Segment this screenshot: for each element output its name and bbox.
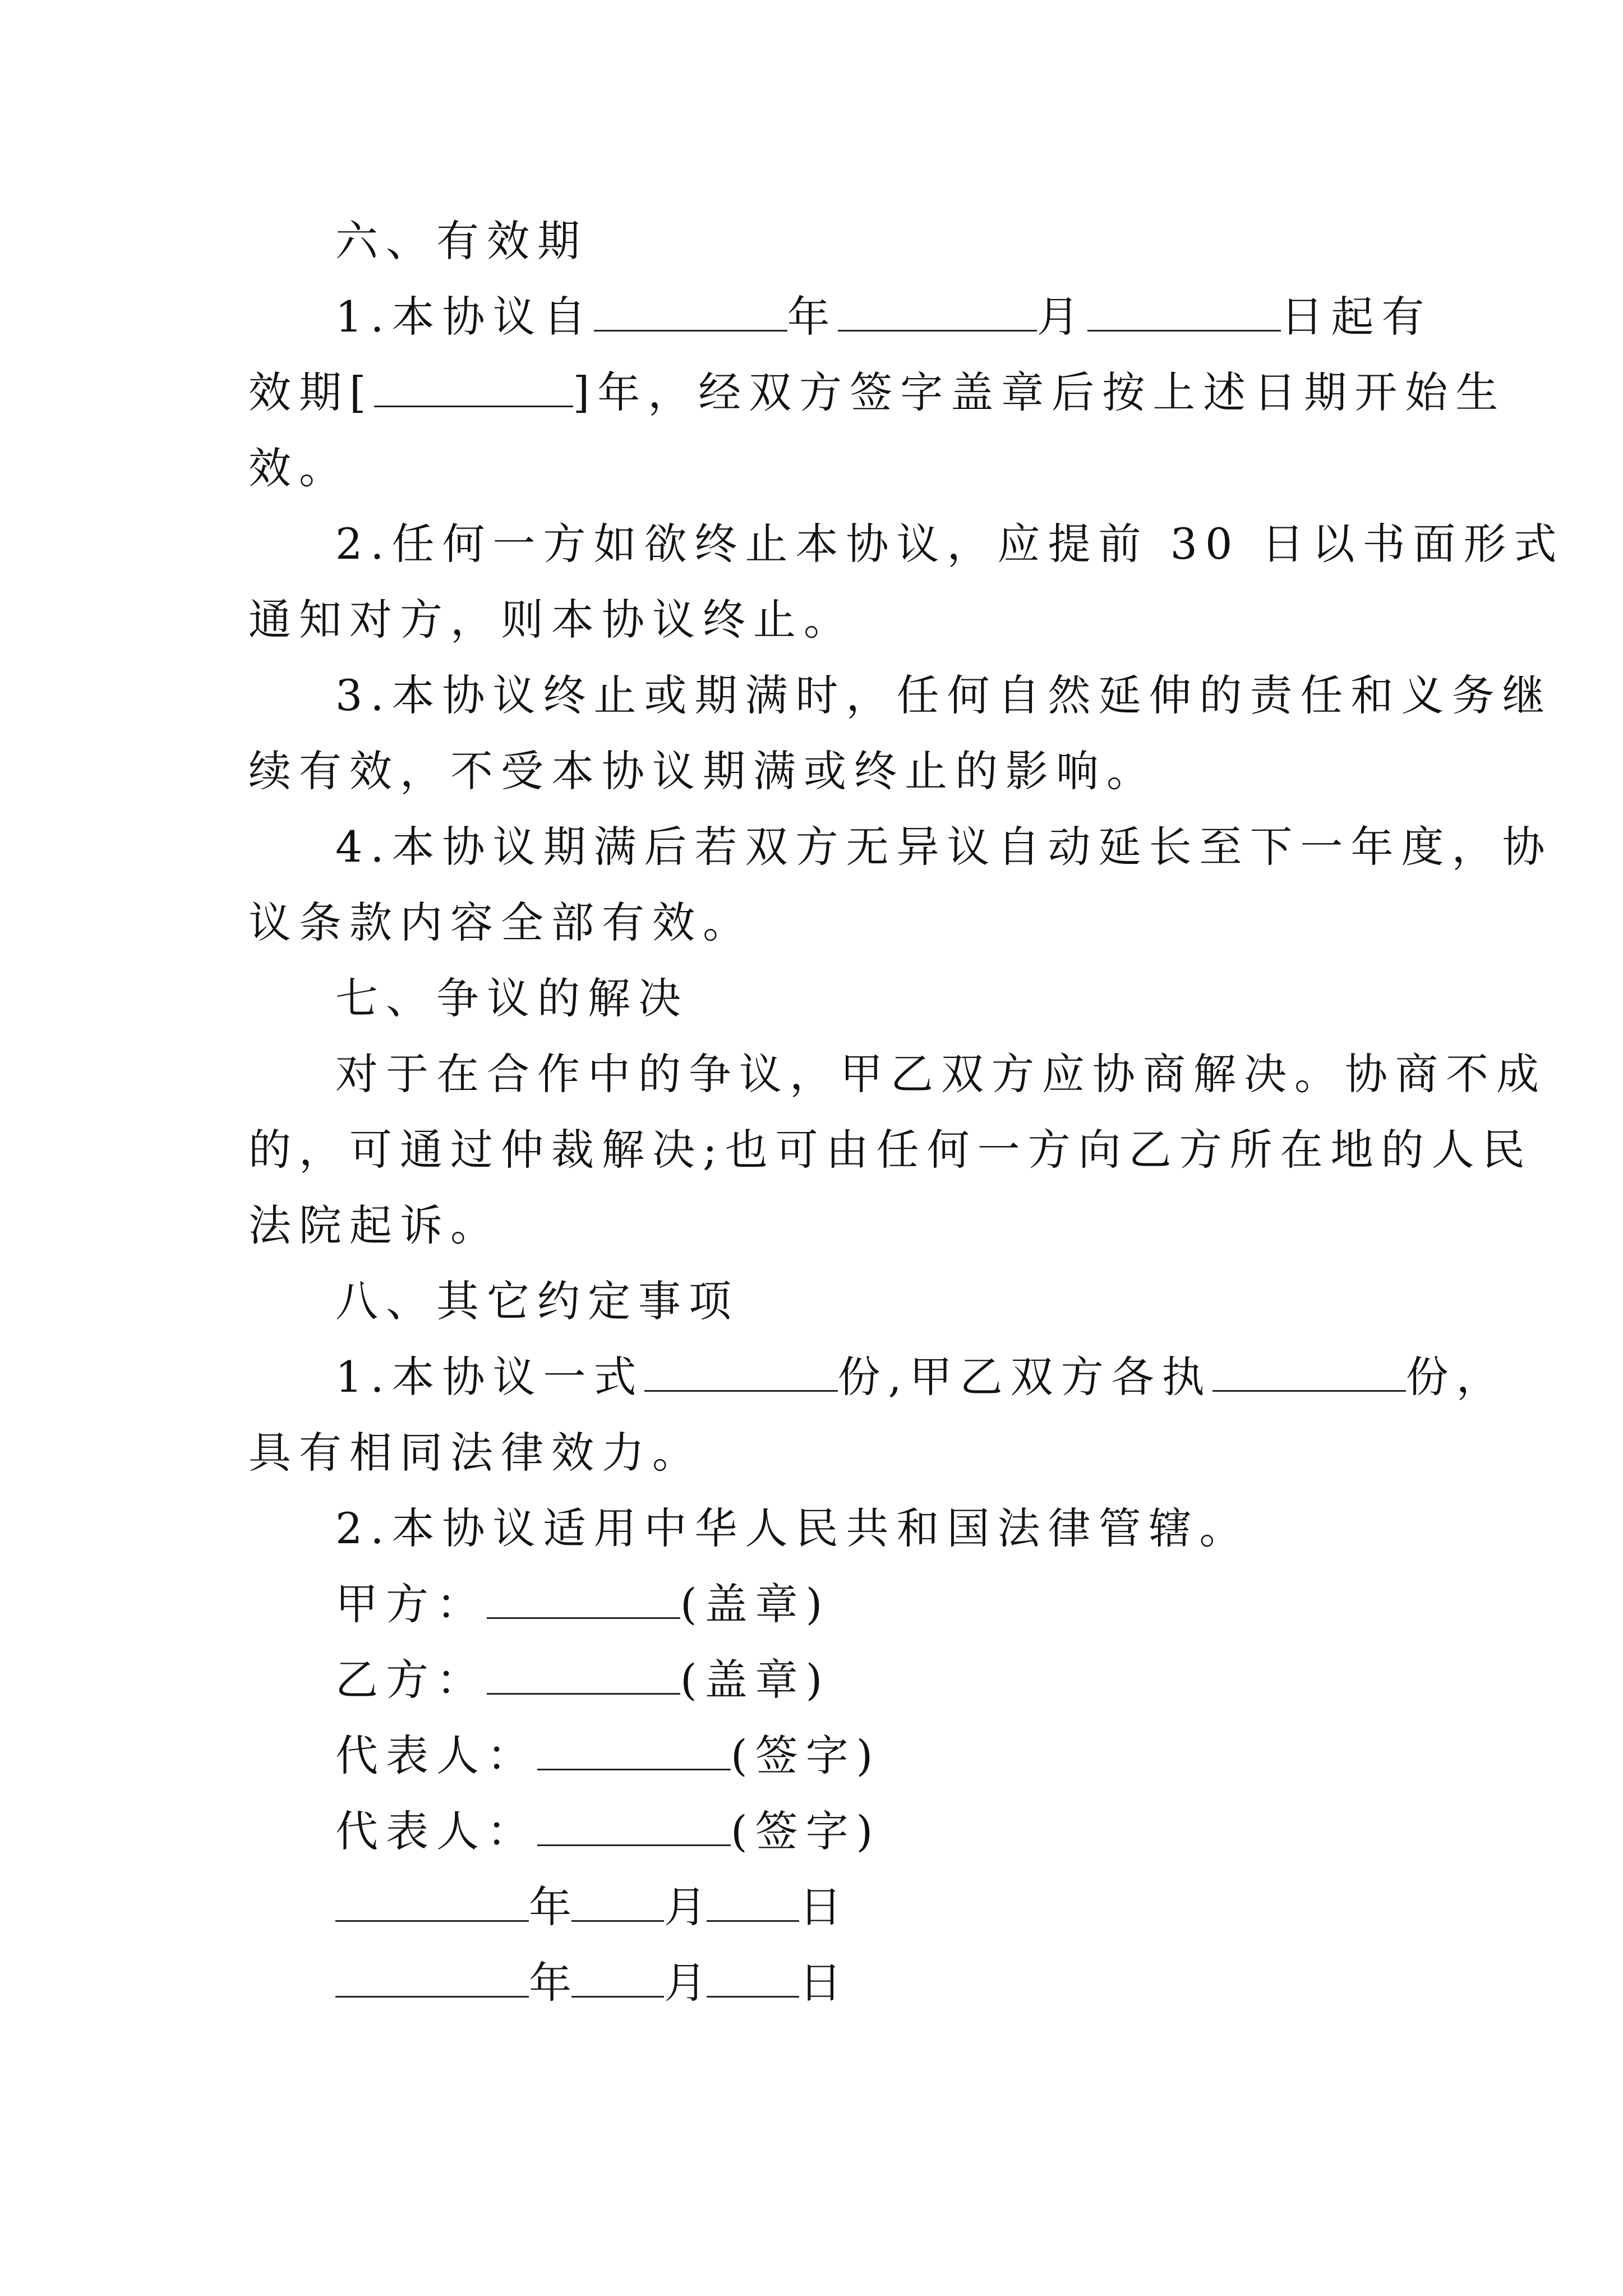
date2-month-blank[interactable]	[571, 1957, 664, 1998]
section6-item1-line3: 效。	[248, 443, 349, 493]
section6-heading: 六、有效期	[335, 216, 588, 266]
date2-month-label: 月	[664, 1958, 707, 2008]
section6-item1-line2	[248, 362, 1506, 424]
date2-day-blank[interactable]	[707, 1957, 799, 1998]
section7-line3: 法院起诉。	[248, 1200, 501, 1250]
rep1-signature-line	[335, 1725, 880, 1787]
party-b-note: (盖章)	[680, 1655, 831, 1705]
section6-item2-line1: 2.任何一方如欲终止本协议，应提前 30 日以书面形式	[335, 519, 1565, 569]
rep2-blank[interactable]	[537, 1805, 731, 1846]
item1-prefix: 1.本协议自	[335, 292, 594, 342]
rep1-note: (签字)	[731, 1731, 881, 1780]
date1-year-label: 年	[529, 1882, 571, 1932]
validity-years-blank[interactable]	[374, 366, 573, 407]
party-a-note: (盖章)	[680, 1579, 831, 1629]
section6-item3-line1: 3.本协议终止或期满时，任何自然延伸的责任和义务继	[335, 670, 1553, 720]
section6-item4-line2: 议条款内容全部有效。	[248, 898, 753, 947]
date1-month-label: 月	[664, 1882, 707, 1932]
start-month-blank[interactable]	[838, 291, 1037, 332]
section7-line1: 对于在合作中的争议，甲乙双方应协商解决。协商不成	[335, 1049, 1547, 1099]
copies-prefix: 1.本协议一式	[335, 1352, 644, 1402]
date2-year-label: 年	[529, 1958, 571, 2008]
item1-line2-a: 效期[	[248, 367, 374, 417]
rep1-blank[interactable]	[537, 1729, 731, 1770]
total-copies-blank[interactable]	[644, 1351, 838, 1392]
section8-item2: 2.本协议适用中华人民共和国法律管辖。	[335, 1503, 1250, 1553]
section7-heading: 七、争议的解决	[335, 973, 689, 1023]
party-a-label: 甲方：	[335, 1579, 487, 1629]
date1-year-blank[interactable]	[335, 1881, 529, 1922]
rep2-label: 代表人：	[335, 1806, 537, 1856]
each-party-copies-blank[interactable]	[1212, 1351, 1406, 1392]
date2-year-blank[interactable]	[335, 1957, 529, 1998]
date-line-1	[335, 1876, 842, 1938]
item1-day-label: 日起有	[1280, 292, 1432, 342]
section8-heading: 八、其它约定事项	[335, 1276, 739, 1326]
date2-day-label: 日	[799, 1958, 842, 2008]
section6-item3-line2: 续有效，不受本协议期满或终止的影响。	[248, 746, 1157, 796]
section8-item1-line2: 具有相同法律效力。	[248, 1428, 703, 1478]
section6-item2-line2: 通知对方，则本协议终止。	[248, 595, 854, 645]
start-year-blank[interactable]	[594, 291, 787, 332]
section8-item1-line1	[335, 1346, 1507, 1408]
rep2-note: (签字)	[731, 1806, 881, 1856]
date1-month-blank[interactable]	[571, 1881, 664, 1922]
section6-item1-line1	[335, 286, 1432, 348]
rep2-signature-line	[335, 1801, 880, 1862]
date-line-2	[335, 1952, 842, 2014]
date1-day-blank[interactable]	[707, 1881, 799, 1922]
party-b-label: 乙方：	[335, 1655, 487, 1705]
item1-month-label: 月	[1036, 292, 1087, 342]
party-a-signature-line	[335, 1573, 830, 1635]
rep1-label: 代表人：	[335, 1731, 537, 1780]
party-b-signature-line	[335, 1649, 830, 1711]
copies-suffix: 份，	[1405, 1352, 1507, 1402]
date1-day-label: 日	[799, 1882, 842, 1932]
item1-year-label: 年	[787, 292, 838, 342]
section7-line2: 的，可通过仲裁解决;也可由任何一方向乙方所在地的人民	[248, 1125, 1533, 1175]
copies-mid: 份,甲乙双方各执	[837, 1352, 1212, 1402]
start-day-blank[interactable]	[1087, 291, 1281, 332]
party-b-blank[interactable]	[487, 1654, 680, 1695]
section6-item4-line1: 4.本协议期满后若双方无异议自动延长至下一年度，协	[335, 822, 1553, 872]
party-a-blank[interactable]	[487, 1578, 680, 1619]
item1-line2-b: ]年，经双方签字盖章后按上述日期开始生	[573, 367, 1506, 417]
